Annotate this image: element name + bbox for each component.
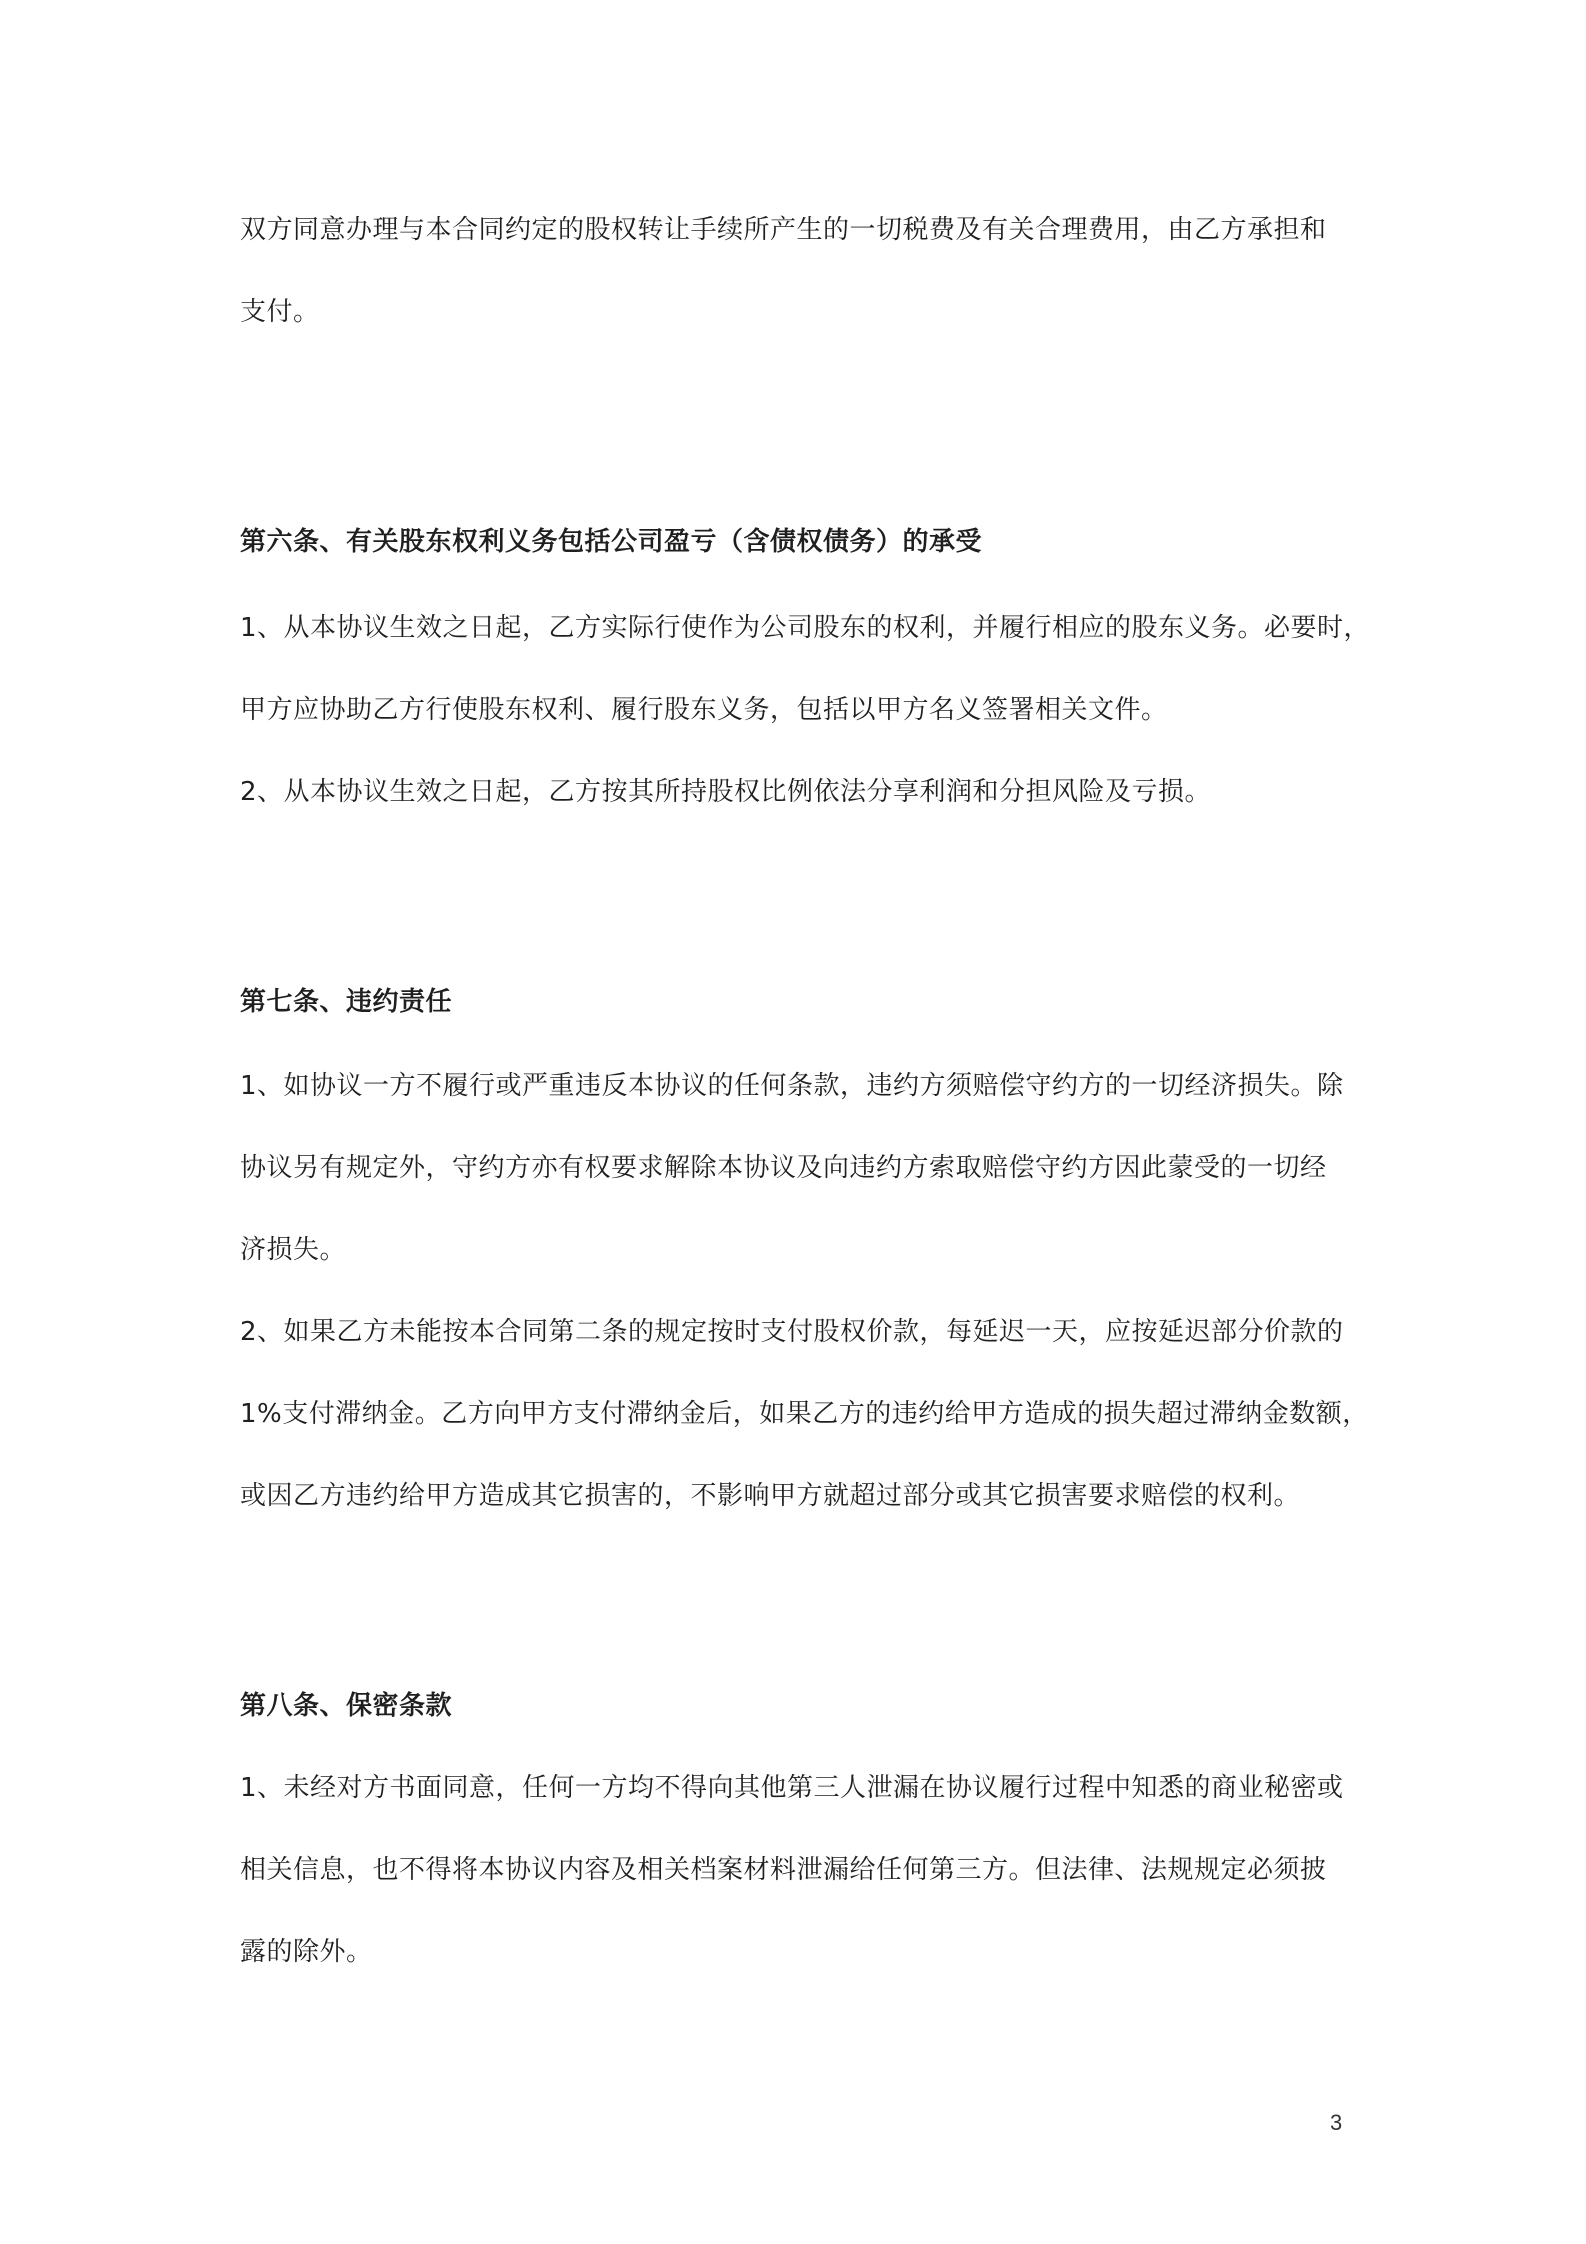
section7-line-3: 济损失。 <box>240 1235 347 1265</box>
intro-line-2: 支付。 <box>240 297 320 327</box>
section7-line-6: 或因乙方违约给甲方造成其它损害的，不影响甲方就超过部分或其它损害要求赔偿的权利。 <box>240 1481 1301 1511</box>
section8-heading: 第八条、保密条款 <box>240 1691 453 1721</box>
section6-heading: 第六条、有关股东权利义务包括公司盈亏（含债权债务）的承受 <box>240 527 983 557</box>
section7-line-5: 1%支付滞纳金。乙方向甲方支付滞纳金后，如果乙方的违约给甲方造成的损失超过滞纳金数额， <box>240 1399 1369 1429</box>
section7-line-1: 1、如协议一方不履行或严重违反本协议的任何条款，违约方须赔偿守约方的一切经济损失。除 <box>240 1071 1344 1101</box>
section7-line-4: 2、如果乙方未能按本合同第二条的规定按时支付股权价款，每延迟一天，应按延迟部分价款的 <box>240 1317 1344 1347</box>
section6-line-1: 1、从本协议生效之日起，乙方实际行使作为公司股东的权利，并履行相应的股东义务。必要时， <box>240 613 1371 643</box>
section6-line-2: 甲方应协助乙方行使股东权利、履行股东义务，包括以甲方名义签署相关文件。 <box>240 695 1168 725</box>
section8-line-1: 1、未经对方书面同意，任何一方均不得向其他第三人泄漏在协议履行过程中知悉的商业秘密或 <box>240 1773 1344 1803</box>
section7-line-2: 协议另有规定外，守约方亦有权要求解除本协议及向违约方索取赔偿守约方因此蒙受的一切经 <box>240 1153 1327 1183</box>
page-number: 3 <box>1330 2110 1343 2135</box>
section6-line-3: 2、从本协议生效之日起，乙方按其所持股权比例依法分享利润和分担风险及亏损。 <box>240 777 1212 807</box>
section8-line-3: 露的除外。 <box>240 1937 373 1967</box>
section7-heading: 第七条、违约责任 <box>240 987 453 1017</box>
section8-line-2: 相关信息，也不得将本协议内容及相关档案材料泄漏给任何第三方。但法律、法规规定必须披 <box>240 1855 1327 1885</box>
intro-line-1: 双方同意办理与本合同约定的股权转让手续所产生的一切税费及有关合理费用，由乙方承担和 <box>240 215 1327 245</box>
